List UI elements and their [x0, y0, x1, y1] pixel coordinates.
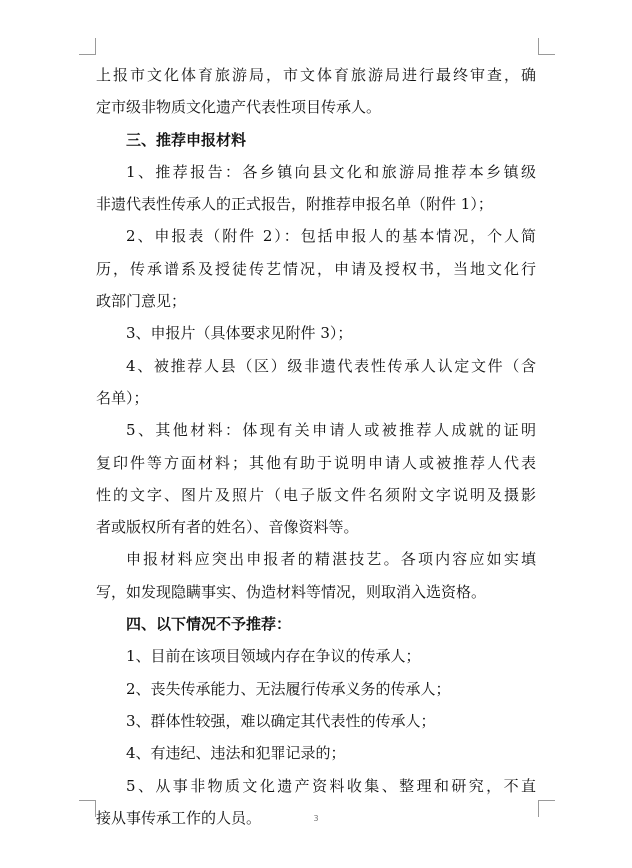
paragraph-line: 上报市文化体育旅游局，市文体育旅游局进行最终审查，确	[96, 66, 536, 84]
list-item-line: 1、目前在该项目领域内存在争议的传承人；	[126, 647, 421, 666]
list-item-line: 非遗代表性传承人的正式报告，附推荐申报名单（附件 1）；	[96, 195, 493, 214]
crop-mark-top-right	[538, 38, 555, 55]
list-item-line: 2、申报表（附件 2）：包括申报人的基本情况，个人简	[126, 227, 536, 246]
page-number: 3	[313, 814, 319, 823]
list-item-line: 5、从事非物质文化遗产资料收集、整理和研究，不直	[126, 776, 536, 795]
paragraph-line: 申报材料应突出申报者的精湛技艺。各项内容应如实填	[126, 550, 536, 569]
list-item-line: 4、被推荐人县（区）级非遗代表性传承人认定文件（含	[126, 356, 536, 375]
list-item-line: 5、其他材料：体现有关申请人或被推荐人成就的证明	[126, 421, 536, 440]
document-body	[96, 59, 536, 834]
list-item-line: 名单）；	[96, 388, 149, 407]
paragraph-line: 写，如发现隐瞒事实、伪造材料等情况，则取消入选资格。	[96, 582, 487, 601]
crop-mark-top-left	[79, 38, 96, 55]
paragraph-line: 定市级非物质文化遗产代表性项目传承人。	[96, 98, 382, 117]
list-item-line: 复印件等方面材料；其他有助于说明申请人或被推荐人代表	[96, 453, 536, 472]
list-item-line: 2、丧失传承能力、无法履行传承义务的传承人；	[126, 679, 451, 698]
list-item-line: 者或版权所有者的姓名）、音像资料等。	[96, 518, 359, 537]
list-item-line: 历，传承谱系及授徒传艺情况，申请及授权书，当地文化行	[96, 259, 536, 278]
section-heading: 四、以下情况不予推荐：	[126, 615, 292, 634]
list-item-line: 4、有违纪、违法和犯罪记录的；	[126, 744, 346, 763]
section-heading: 三、推荐申报材料	[126, 130, 247, 149]
list-item-line: 1、推荐报告：各乡镇向县文化和旅游局推荐本乡镇级	[126, 162, 536, 181]
list-item-line: 接从事传承工作的人员。	[96, 808, 262, 827]
list-item-line: 政部门意见；	[96, 292, 187, 311]
list-item-line: 3、申报片（具体要求见附件 3）；	[126, 324, 353, 343]
list-item-line: 性的文字、图片及照片（电子版文件名须附文字说明及摄影	[96, 485, 536, 504]
list-item-line: 3、群体性较强，难以确定其代表性的传承人；	[126, 711, 436, 730]
